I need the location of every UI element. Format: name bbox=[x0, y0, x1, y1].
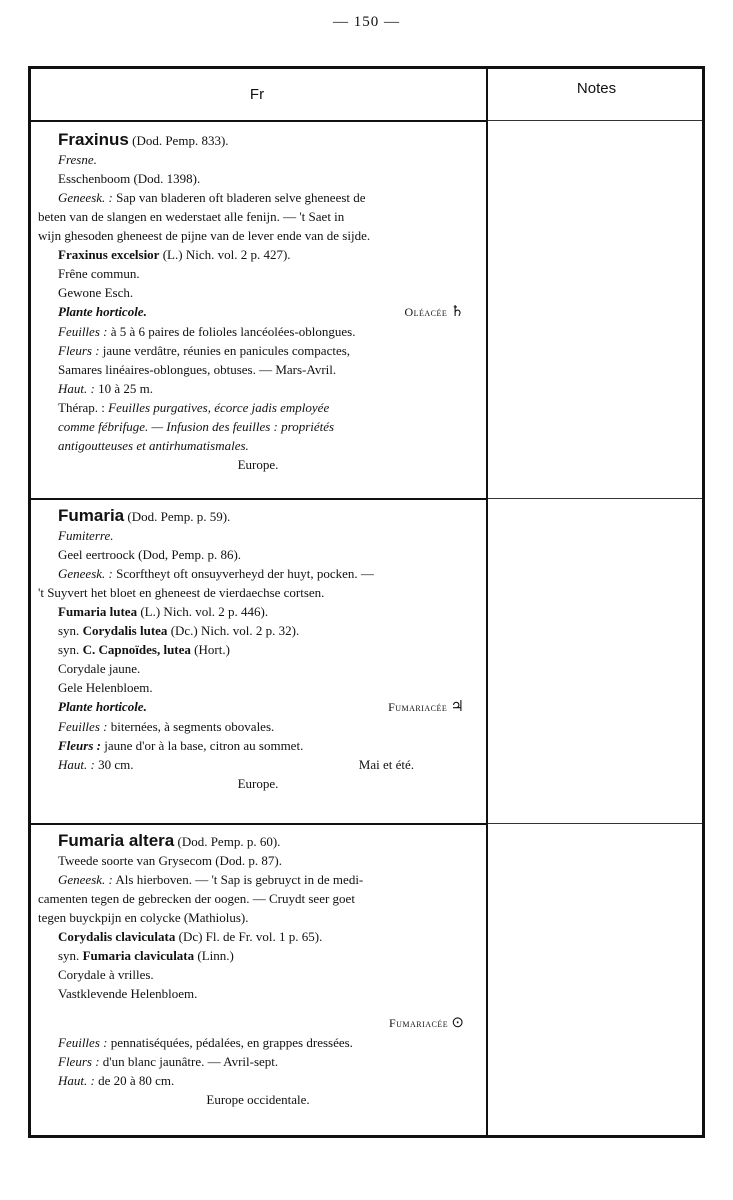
region: Europe. bbox=[237, 457, 279, 472]
height-row: Haut. : 10 à 25 m. bbox=[58, 381, 153, 396]
french-name: Corydale jaune. bbox=[58, 661, 141, 676]
entry-fumaria: Fumaria (Dod. Pemp. p. 59). Fumiterre. Geel eertroock (Dod, Pemp. p. 86). Geneesk. : Scorftheyt oft onsuyverheyd der huyt, pocken. — 't Suyvert het bloet en gheneest de vierdaechse cortsen. Fumaria lutea (L.) Nich. vol. 2 p. 446). syn. Corydalis lutea (Dc.) Nich. vol. 2 p. 32). syn. C. Capnoïdes, lutea (Hort.) Corydale jaune. Gele Helenbloem. Plante horticole. Fumariacée ♃ Feuilles : biternées, à segments obovales. Fleurs : jaune d'or à la base, citron au sommet. Haut. : 30 cm. Mai et été. Europe. bbox=[38, 506, 478, 793]
genus-name: Fumaria bbox=[58, 506, 125, 525]
entry-separator bbox=[28, 823, 486, 825]
french-name: Corydale à vrilles. bbox=[58, 967, 154, 982]
entry-fumaria-altera: Fumaria altera (Dod. Pemp. p. 60). Tweede soorte van Grysecom (Dod. p. 87). Geneesk. : Als hierboven. — 't Sap is gebruyct in de medi- camenten tegen de gebrecken der oogen. — Cruydt seer goet tegen buyckpijn en colycke (Mathiolus). Corydalis claviculata (Dc) Fl. de Fr. vol. 1 p. 65). syn. Fumaria claviculata (Linn.) Corydale à vrilles. Vastklevende Helenbloem. Fumariacée ⊙ Feuilles : pennatiséquées, pédalées, en grappes dressées. Fleurs : d'un blanc jaunâtre. — Avril-sept. Haut. : de 20 à 80 cm. Europe occidentale. bbox=[38, 831, 478, 1109]
season: Mai et été. bbox=[358, 757, 414, 772]
medicinal-note: Geneesk. : Als hierboven. — 't Sap is gebruyct in de medi- bbox=[58, 872, 364, 887]
plant-type-row: Plante horticole. Fumariacée ♃ bbox=[58, 699, 464, 715]
lifespan-symbol-icon: ♄ bbox=[450, 304, 464, 320]
genus-name: Fumaria altera bbox=[58, 831, 175, 850]
lifespan-symbol-icon: ⊙ bbox=[451, 1015, 464, 1031]
table-top-rule bbox=[28, 66, 705, 69]
region: Europe occidentale. bbox=[206, 1092, 310, 1107]
table-left-rule bbox=[28, 66, 31, 1138]
synonym-1: syn. Corydalis lutea (Dc.) Nich. vol. 2 p. 32). bbox=[58, 623, 300, 638]
dutch-name: Esschenboom (Dod. 1398). bbox=[58, 171, 201, 186]
latin-name: Fumaria lutea (L.) Nich. vol. 2 p. 446). bbox=[58, 604, 269, 619]
french-name: Frêne commun. bbox=[58, 266, 140, 281]
dutch-name: Tweede soorte van Grysecom (Dod. p. 87). bbox=[58, 853, 282, 868]
family-name: Oléacée bbox=[404, 305, 448, 319]
family-row bbox=[38, 1013, 478, 1033]
lifespan-symbol-icon: ♃ bbox=[450, 699, 464, 715]
notes-rule bbox=[488, 120, 702, 121]
notes-rule bbox=[488, 498, 702, 499]
latin-name: Fraxinus excelsior (L.) Nich. vol. 2 p. 427). bbox=[58, 247, 291, 262]
table-right-rule bbox=[702, 66, 705, 1138]
leaves-row: Feuilles : pennatiséquées, pédalées, en grappes dressées. bbox=[58, 1035, 353, 1050]
region: Europe. bbox=[237, 776, 279, 791]
common-name-fr: Fumiterre. bbox=[58, 528, 114, 543]
genus-name: Fraxinus bbox=[58, 130, 129, 149]
dutch-common-name: Vastklevende Helenbloem. bbox=[58, 986, 198, 1001]
leaves-row: Feuilles : biternées, à segments obovales. bbox=[58, 719, 275, 734]
plant-type-row: Plante horticole. Oléacée ♄ bbox=[58, 304, 464, 320]
family-name: Fumariacée bbox=[388, 1016, 449, 1030]
synonym-2: syn. C. Capnoïdes, lutea (Hort.) bbox=[58, 642, 230, 657]
reference: (Dod. Pemp. 833). bbox=[132, 133, 229, 148]
entry-fraxinus: Fraxinus (Dod. Pemp. 833). Fresne. Esschenboom (Dod. 1398). Geneesk. : Sap van bladeren oft bladeren selve gheneest de beten van de slangen en wederstaet alle fenijn. — 't Saet in wijn ghesoden gheneest de pijne van de lever ende van de sijde. Fraxinus excelsior (L.) Nich. vol. 2 p. 427). Frêne commun. Gewone Esch. Plante horticole. Oléacée ♄ Feuilles : à 5 à 6 paires de folioles lancéolées-oblongues. Fleurs : jaune verdâtre, réunies en panicules compactes, Samares linéaires-oblongues, obtuses. — Mars-Avril. Haut. : 10 à 25 m. Thérap. : Feuilles purgatives, écorce jadis employée comme fébrifuge. — Infusion des feuilles : propriétés antigoutteuses et antirhumatismales. Europe. bbox=[38, 130, 478, 474]
flowers-row: Fleurs : jaune verdâtre, réunies en panicules compactes, bbox=[58, 343, 351, 358]
reference: (Dod. Pemp. p. 59). bbox=[127, 509, 231, 524]
reference: (Dod. Pemp. p. 60). bbox=[177, 834, 281, 849]
dutch-name: Geel eertroock (Dod, Pemp. p. 86). bbox=[58, 547, 242, 562]
column-divider bbox=[486, 66, 488, 1138]
synonym-1: syn. Fumaria claviculata (Linn.) bbox=[58, 948, 234, 963]
common-name-fr: Fresne. bbox=[58, 152, 97, 167]
leaves-row: Feuilles : à 5 à 6 paires de folioles lancéolées-oblongues. bbox=[58, 324, 356, 339]
height-row: Haut. : de 20 à 80 cm. bbox=[58, 1073, 175, 1088]
dutch-common-name: Gele Helenbloem. bbox=[58, 680, 153, 695]
medicinal-note: Geneesk. : Sap van bladeren oft bladeren selve gheneest de bbox=[58, 190, 366, 205]
therapy-row: Thérap. : Feuilles purgatives, écorce jadis employée bbox=[58, 400, 330, 415]
latin-name: Corydalis claviculata (Dc) Fl. de Fr. vol. 1 p. 65). bbox=[58, 929, 323, 944]
medicinal-note: Geneesk. : Scorftheyt oft onsuyverheyd der huyt, pocken. — bbox=[58, 566, 374, 581]
page-number: — 150 — bbox=[333, 14, 400, 30]
family-name: Fumariacée bbox=[388, 700, 448, 714]
table-bottom-rule bbox=[28, 1135, 705, 1138]
column-header-fr: Fr bbox=[249, 86, 265, 103]
height-row: Haut. : 30 cm. Mai et été. bbox=[38, 755, 478, 774]
header-rule bbox=[28, 120, 486, 122]
flowers-row: Fleurs : d'un blanc jaunâtre. — Avril-sept. bbox=[58, 1054, 279, 1069]
table-frame bbox=[28, 66, 705, 1138]
entry-separator bbox=[28, 498, 486, 500]
column-header-notes: Notes bbox=[576, 80, 617, 97]
dutch-common-name: Gewone Esch. bbox=[58, 285, 134, 300]
notes-rule bbox=[488, 823, 702, 824]
flowers-row: Fleurs : jaune d'or à la base, citron au sommet. bbox=[58, 738, 304, 753]
